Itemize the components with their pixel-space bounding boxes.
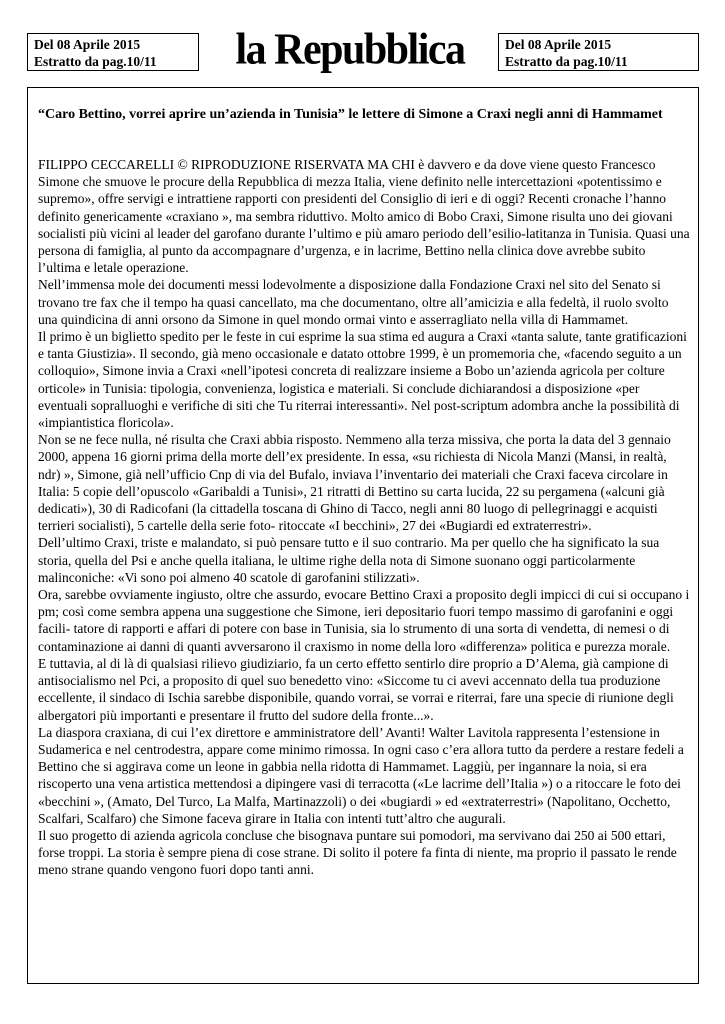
extract-label-left: Estratto da pag.10/11 [34,54,157,69]
article-paragraph: Il primo è un biglietto spedito per le feste in cui esprime la sua stima ed augura a Craxi «tanta salute, tante gratificazioni e tanta Giustizia». Il secondo, già meno occasionale e datato ottobre 1999, è un promemoria che, «facendo seguito a un colloquio», Simone invia a Craxi «nell’ipotesi concreta di realizzare insieme a Bobo un’azienda agricola per colture orticole» in Tunisia: tipologia, convenienza, logistica e materiali. Si conclude dichiarandosi a disposizione «per eventuali sopralluoghi e verifiche di siti che Tu riterrai interessanti». Nel post-scriptum adombra anche la possibilità di «impiantistica floricola». [38,329,687,431]
newspaper-masthead: la Repubblica [235,25,465,75]
extract-label-right: Estratto da pag.10/11 [505,54,628,69]
article-paragraph: E tuttavia, al di là di qualsiasi rilievo giudiziario, fa un certo effetto sentirlo dire proprio a D’Alema, già campione di antisocialismo nel Pci, a proposito di quel suo benedetto vino: «Siccome tu ci avevi accennato della tua produzione eccellente, il sindaco di Ischia sarebbe disponibile, quando vorrai, se vorrai e riterrai, fare una specie di riunione degli albergatori più importanti e presentare il frutto del sudore della fronte...». [38,655,674,723]
article-body [38,156,690,879]
article-paragraph: Il suo progetto di azienda agricola concluse che bisognava puntare sui pomodori, ma servivano dai 250 ai 500 ettari, forse troppi. La storia è sempre piena di cose strane. Di solito il potere fa finta di niente, ma proprio il passato le rende meno strane quando vengono fuori dopo tanti anni. [38,827,677,878]
date-label-right: Del 08 Aprile 2015 [505,37,612,52]
article-paragraph: Ora, sarebbe ovviamente ingiusto, oltre che assurdo, evocare Bettino Craxi a proposito degli impicci di cui si occupano i pm; così come sembra appena una suggestione che Simone, ieri depositario fuori tempo massimo di garofanini e oggi facili- tatore di rapporti e affari di potere con base in Tunisia, sia lo strumento di una sorta di vendetta, di nemesi o di contaminazione ai danni di quanti avversarono il craxismo in nome della loro «differenza» politica e purezza morale. [38,587,690,654]
article-paragraph: Dell’ultimo Craxi, triste e malandato, si può pensare tutto e il suo contrario. Ma per quello che ha significato la sua storia, quella del Psi e anche quella italiana, le ultime righe della nota di Simone suonano oggi particolarmente malinconiche: «Vi sono poi almeno 40 scatole di garofanini stilizzati». [38,535,660,585]
date-label-left: Del 08 Aprile 2015 [34,37,141,52]
article-paragraph: Non se ne fece nulla, né risulta che Craxi abbia risposto. Nemmeno alla terza missiva, che porta la data del 3 gennaio 2000, appena 16 giorni prima della morte dell’ex presidente. In essa, «su richiesta di Nicola Manzi (Mansi, in realtà, ndr) », Simone, già nell’ufficio Cnp di via del Bufalo, inviava l’inventario dei materiali che Craxi faceva circolare in Italia: 5 copie dell’opuscolo «Garibaldi a Tunisi», 21 ritratti di Bettino su carta lucida, 22 su pergamena («alcuni già dedicati»), 30 di Radicofani (la cittadella toscana di Ghino di Tacco, negli anni 80 luogo di pellegrinaggi e acquisti terrieri socialisti), 5 cartelle della serie foto- ritoccate «I becchini», 27 dei «Bugiardi ed extraterrestri». [38,432,671,534]
article-paragraph: La diaspora craxiana, di cui l’ex direttore e amministratore dell’ Avanti! Walter Lavitola rappresenta l’estensione in Sudamerica e nel centrodestra, appare come minimo rimossa. In ogni caso c’era allora tutto da perdere a restare fedeli a Bettino che si aggirava come un leone in gabbia nella ridotta di Hammamet. Laggiù, per ingannare la noia, si era riscoperto una vena artistica mettendosi a dipingere vasi di terracotta («Le lacrime dell’Italia ») o a ritoccare le foto dei «becchini », (Amato, Del Turco, La Malfa, Martinazzoli) o dei «bugiardi » ed «extraterrestri» (Napolitano, Occhetto, Scalfari, Scalfaro) che Simone faceva girare in Italia con intenti tutt’altro che augurali. [38,724,684,826]
article-paragraph: Nell’immensa mole dei documenti messi lodevolmente a disposizione dalla Fondazione Craxi nel sito del Senato si trovano tre fax che il tempo ha quasi cancellato, ma che documentano, oltre all’amicizia e alla fedeltà, il ruolo svolto una quindicina di anni orsono da Simone in quel mondo ormai vinto e asserragliato nella villa di Hammamet. [38,277,669,327]
article-headline: “Caro Bettino, vorrei aprire un’azienda in Tunisia” le lettere di Simone a Craxi negli anni di Hammamet [38,107,663,122]
date-box-left [27,33,199,71]
date-box-right [498,33,699,71]
article-paragraph: FILIPPO CECCARELLI © RIPRODUZIONE RISERVATA MA CHI è davvero e da dove viene questo Francesco Simone che smuove le procure della Repubblica di mezza Italia, viene definito nelle intercettazioni «potentissimo e supremo», offre servigi e intrattiene rapporti con presidenti del Consiglio di ieri e di oggi? Recenti cronache l’hanno definito genericamente «craxiano », ma sembra riduttivo. Molto amico di Bobo Craxi, Simone risulta uno dei giovani socialisti più vicini al leader del garofano durante l’ultimo e più amaro periodo dell’esilio-latitanza in Tunisia. Quasi una persona di famiglia, al punto da accompagnare d’urgenza, e in lacrime, Bettino nella clinica dove avrebbe subito l’ultima e letale operazione. [38,157,690,276]
